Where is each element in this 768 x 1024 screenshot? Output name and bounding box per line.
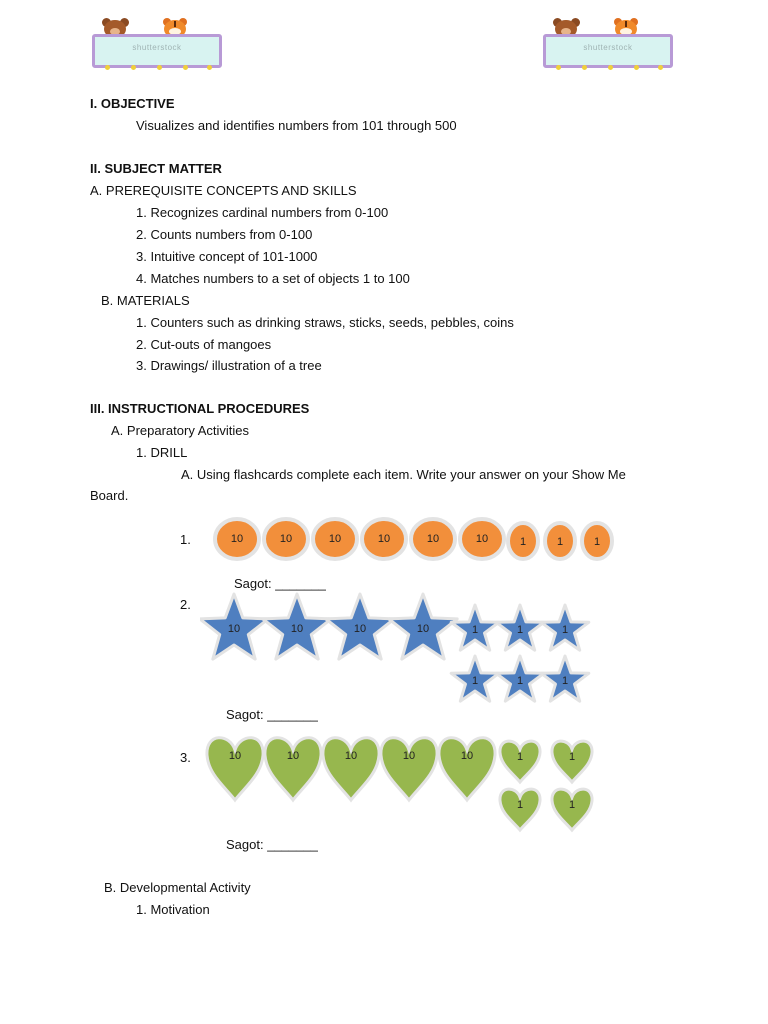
ten-counter-label: 10	[353, 623, 367, 635]
one-counter-label: 1	[593, 536, 601, 548]
one-counter-label: 1	[561, 624, 569, 636]
answer-line: Sagot: _______	[234, 576, 326, 591]
logo-board	[543, 34, 673, 68]
ten-counter-heart	[265, 738, 321, 800]
ten-counter-label: 10	[426, 533, 440, 545]
one-counter-label: 1	[471, 624, 479, 636]
ten-counter-label: 10	[286, 750, 300, 762]
ten-counter-label: 10	[290, 623, 304, 635]
objective-heading: I. OBJECTIVE	[90, 96, 175, 111]
prereq-item: 1. Recognizes cardinal numbers from 0-100	[136, 205, 389, 220]
procedures-heading: III. INSTRUCTIONAL PROCEDURES	[90, 401, 310, 416]
item-number: 3.	[180, 750, 191, 765]
one-counter-label: 1	[516, 624, 524, 636]
item-number: 1.	[180, 532, 191, 547]
objective-text: Visualizes and identifies numbers from 101 through 500	[136, 118, 457, 133]
materials-heading: B. MATERIALS	[101, 293, 190, 308]
ten-counter-label: 10	[227, 623, 241, 635]
preparatory-heading: A. Preparatory Activities	[111, 423, 249, 438]
prereq-heading: A. PREREQUISITE CONCEPTS AND SKILLS	[90, 183, 357, 198]
ten-counter-heart	[381, 738, 437, 800]
ten-counter-label: 10	[475, 533, 489, 545]
subject-matter-heading: II. SUBJECT MATTER	[90, 161, 222, 176]
material-item: 1. Counters such as drinking straws, sticks, seeds, pebbles, coins	[136, 315, 514, 330]
prereq-item: 4. Matches numbers to a set of objects 1 to 100	[136, 271, 410, 286]
one-counter-label: 1	[516, 799, 524, 811]
ten-counter-label: 10	[402, 750, 416, 762]
ten-counter-label: 10	[230, 533, 244, 545]
logo-watermark: shutterstock	[132, 43, 182, 52]
ten-counter-heart	[323, 738, 379, 800]
star-counters	[200, 586, 600, 711]
heart-counters	[200, 730, 600, 840]
ten-counter-label: 10	[416, 623, 430, 635]
drill-heading: 1. DRILL	[136, 445, 188, 460]
item-number: 2.	[180, 597, 191, 612]
ten-counter-label: 10	[228, 750, 242, 762]
prereq-item: 3. Intuitive concept of 101-1000	[136, 249, 318, 264]
one-counter-label: 1	[568, 799, 576, 811]
prereq-item: 2. Counts numbers from 0-100	[136, 227, 313, 242]
one-counter-label: 1	[561, 675, 569, 687]
answer-line: Sagot: _______	[226, 837, 318, 852]
developmental-heading: B. Developmental Activity	[104, 880, 251, 895]
one-counter-label: 1	[556, 536, 564, 548]
ten-counter-label: 10	[279, 533, 293, 545]
answer-line: Sagot: _______	[226, 707, 318, 722]
ten-counter-label: 10	[460, 750, 474, 762]
material-item: 2. Cut-outs of mangoes	[136, 337, 272, 352]
material-item: 3. Drawings/ illustration of a tree	[136, 358, 322, 373]
ten-counter-label: 10	[328, 533, 342, 545]
ten-counter-label: 10	[377, 533, 391, 545]
one-counter-label: 1	[471, 675, 479, 687]
ten-counter-heart	[207, 738, 263, 800]
ten-counter-heart	[439, 738, 495, 800]
instruction-line-2: Board.	[90, 488, 129, 503]
one-counter-label: 1	[568, 751, 576, 763]
logo-right	[541, 18, 671, 68]
one-counter-label: 1	[516, 751, 524, 763]
ten-counter-label: 10	[344, 750, 358, 762]
circle-counters	[205, 515, 625, 567]
instruction-line-1: A. Using flashcards complete each item. Write your answer on your Show Me	[181, 467, 626, 482]
one-counter-label: 1	[516, 675, 524, 687]
logo-left	[90, 18, 220, 68]
logo-watermark: shutterstock	[583, 43, 633, 52]
motivation-heading: 1. Motivation	[136, 902, 210, 917]
one-counter-label: 1	[519, 536, 527, 548]
logo-board	[92, 34, 222, 68]
